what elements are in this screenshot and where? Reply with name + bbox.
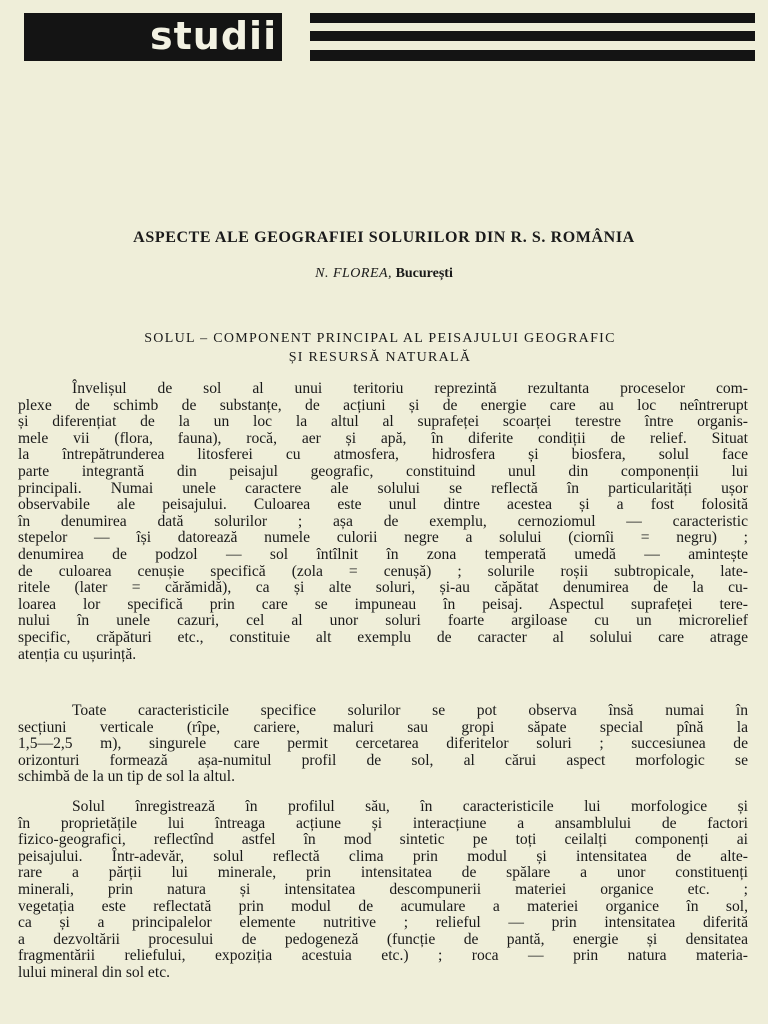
paragraph-line: fragmentării reliefului, expoziția acestuia etc.) ; roca — prin natura materia- — [18, 947, 748, 965]
paragraph-line: vegetația este reflectată prin modul de acumulare a materiei organice în sol, — [18, 897, 748, 915]
paragraph — [18, 799, 748, 982]
paragraph-line: Învelișul de sol al unui teritoriu reprezintă rezultanta proceselor com- — [72, 380, 748, 397]
paragraph-line: rare a părții lui minerale, prin intensitatea de spălare a unor constituenți — [18, 864, 748, 882]
banner-stripe — [310, 50, 755, 61]
paragraph-line: nului în unele cazuri, cel al unor soluri foarte argiloase cu un microrelief — [18, 612, 748, 630]
author-name: N. FLOREA, — [315, 266, 393, 281]
paragraph-line: fizico-geografici, reflectînd astfel în mod sintetic pe toți ceilalți componenți ai — [18, 831, 748, 849]
paragraph-line: peisajului. Într-adevăr, solul reflectă clima prin modul și intensitatea de alte- — [18, 847, 748, 865]
banner-stripe — [310, 31, 755, 41]
section-heading-line: ȘI RESURSĂ NATURALĂ — [288, 350, 472, 365]
paragraph-line: lului mineral din sol etc. — [18, 963, 171, 981]
paragraph-line: observabile ale peisajului. Culoarea este unul dintre acestea și a fost folosită — [18, 496, 748, 514]
paragraph-line: orizonturi formează așa-numitul profil de sol, al cărui aspect morfologic se — [18, 751, 748, 769]
paragraph-line: mele vii (flora, fauna), rocă, aer și apă, în diferite condiții de relief. Situat — [18, 429, 748, 447]
paragraph-line: a dezvoltării procesului de pedogeneză (funcție de pantă, energie și densitatea — [18, 930, 748, 948]
article-byline — [0, 266, 768, 282]
paragraph — [18, 381, 748, 663]
paragraph-line: loarea lor specifică prin care se impuneau în peisaj. Aspectul suprafeței tere- — [18, 595, 748, 613]
paragraph-line: atenția cu ușurință. — [18, 645, 137, 663]
paragraph-line: parte integrantă din peisajul geografic, constituind unul din componenții lui — [18, 462, 748, 480]
section-heading-line: SOLUL – COMPONENT PRINCIPAL AL PEISAJULUI GEOGRAFIC — [144, 331, 616, 346]
paragraph-line: plexe de schimb de substanțe, de acțiuni și de energie care au loc neîntrerupt — [18, 396, 748, 414]
paragraph-line: Toate caracteristicile specifice solurilor se pot observa însă numai în — [72, 702, 748, 719]
paragraph-line: 1,5—2,5 m), singurele care permit cercetarea diferitelor soluri ; succesiunea de — [18, 735, 748, 753]
paragraph-line: ca și a principalelor elemente nutritive ; relieful — prin intensitatea diferită — [18, 914, 748, 932]
banner-stripe — [310, 13, 755, 23]
paragraph-line: ritele (later = cărămidă), ca și alte soluri, și-au căpătat denumirea de la cu- — [18, 579, 748, 597]
paragraph-line: la întrepătrunderea litosferei cu atmosfera, hidrosfera și biosfera, solul face — [18, 446, 748, 464]
paragraph-line: stepelor — își datorează numele culorii negre a solului (ciornîi = negru) ; — [18, 529, 748, 547]
paragraph-line: de culoarea cenușie specifică (zola = cenușă) ; solurile roșii subtropicale, late- — [18, 562, 748, 580]
paragraph-line: secțiuni verticale (rîpe, cariere, maluri sau gropi săpate special pînă la — [18, 718, 748, 736]
paragraph-line: minerali, prin natura și intensitatea descompunerii materiei organice etc. ; — [18, 880, 748, 898]
paragraph-line: schimbă de la un tip de sol la altul. — [18, 768, 235, 786]
section-banner — [24, 13, 755, 61]
section-heading — [60, 329, 700, 367]
paragraph — [18, 703, 748, 786]
paragraph-line: principali. Numai unele caractere ale solului se reflectă în particularități ușor — [18, 479, 748, 497]
author-city: București — [395, 266, 453, 281]
paragraph-line: și diferențiat de la un loc la altul al suprafeței scoarței terestre între organis- — [18, 413, 748, 431]
paragraph-line: în proprietățile lui întreaga acțiune și interacțiune a ansamblului de factori — [18, 814, 748, 832]
paragraph-line: denumirea de podzol — sol întîlnit în zona temperată umedă — amintește — [18, 545, 748, 563]
paragraph-line: specific, crăpături etc., constituie alt exemplu de caracter al solului care atrage — [18, 628, 748, 646]
paragraph-line: Solul înregistrează în profilul său, în caracteristicile lui morfologice și — [72, 798, 748, 815]
banner-label: studii — [150, 14, 278, 58]
paragraph-line: în denumirea dată solurilor ; așa de exemplu, cernoziomul — caracteristic — [18, 512, 748, 530]
article-title: ASPECTE ALE GEOGRAFIEI SOLURILOR DIN R. S. ROMÂNIA — [133, 229, 635, 246]
